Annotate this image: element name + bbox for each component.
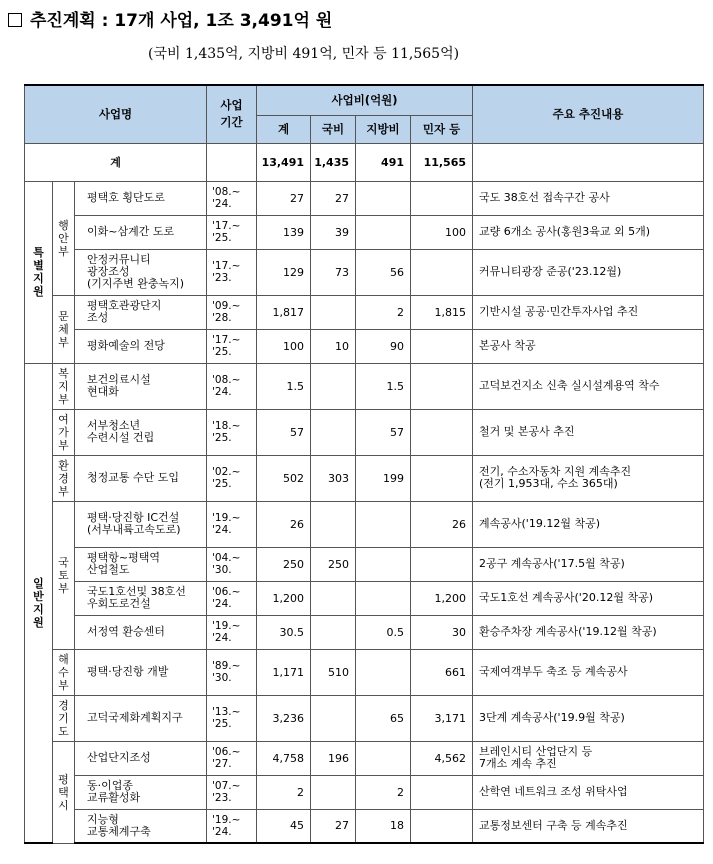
- cost-local-cell: 56: [356, 249, 411, 295]
- ministry-label: 여 가 부: [53, 409, 75, 455]
- cost-local-cell: [356, 649, 411, 695]
- period-cell: '17.~ '25.: [207, 329, 257, 363]
- content-cell: 기반시설 공공·민간투자사업 추진: [473, 295, 704, 329]
- total-local: 491: [356, 143, 411, 181]
- project-name-cell: 동·이업종 교류활성화: [75, 775, 207, 809]
- support-group-label: 일 반 지 원: [25, 363, 53, 843]
- ministry-label: 복 지 부: [53, 363, 75, 409]
- cost-private-cell: [411, 455, 473, 501]
- cost-national-cell: 10: [311, 329, 356, 363]
- project-name-cell: 평택·당진항 개발: [75, 649, 207, 695]
- project-table: [24, 84, 704, 844]
- project-name-cell: 평택항~평택역 산업철도: [75, 547, 207, 581]
- period-cell: '02.~ '25.: [207, 455, 257, 501]
- period-cell: '17.~ '23.: [207, 249, 257, 295]
- period-cell: '19.~ '24.: [207, 809, 257, 843]
- cost-private-cell: 100: [411, 215, 473, 249]
- cost-total-cell: 27: [257, 181, 311, 215]
- total-sum: 13,491: [257, 143, 311, 181]
- ministry-label: 환 경 부: [53, 455, 75, 501]
- table-row: [25, 501, 704, 547]
- cost-private-cell: [411, 809, 473, 843]
- table-body: [25, 143, 704, 843]
- checkbox-icon: [8, 13, 22, 27]
- project-name-cell: 이화~삼계간 도로: [75, 215, 207, 249]
- ministry-label: 해 수 부: [53, 649, 75, 695]
- cost-national-cell: 73: [311, 249, 356, 295]
- cost-private-cell: [411, 409, 473, 455]
- cost-national-cell: [311, 615, 356, 649]
- table-row: [25, 695, 704, 741]
- table-row: [25, 181, 704, 215]
- period-cell: '06.~ '27.: [207, 741, 257, 775]
- cost-national-cell: [311, 409, 356, 455]
- cost-local-cell: 57: [356, 409, 411, 455]
- total-period: [207, 143, 257, 181]
- period-cell: '19.~ '24.: [207, 501, 257, 547]
- cost-private-cell: [411, 329, 473, 363]
- header-project: 사업명: [25, 85, 207, 143]
- cost-total-cell: 45: [257, 809, 311, 843]
- cost-local-cell: 65: [356, 695, 411, 741]
- total-label: 계: [25, 143, 207, 181]
- total-row: [25, 143, 704, 181]
- cost-private-cell: 30: [411, 615, 473, 649]
- cost-total-cell: 250: [257, 547, 311, 581]
- content-cell: 2공구 계속공사('17.5월 착공): [473, 547, 704, 581]
- project-name-cell: 지능형 교통체계구축: [75, 809, 207, 843]
- project-name-cell: 보건의료시설 현대화: [75, 363, 207, 409]
- period-cell: '04.~ '30.: [207, 547, 257, 581]
- content-cell: 교량 6개소 공사(홍원3육교 외 5개): [473, 215, 704, 249]
- header-local: 지방비: [356, 115, 411, 143]
- project-name-cell: 산업단지조성: [75, 741, 207, 775]
- content-cell: 브레인시티 산업단지 등 7개소 계속 추진: [473, 741, 704, 775]
- cost-total-cell: 139: [257, 215, 311, 249]
- cost-local-cell: [356, 581, 411, 615]
- cost-local-cell: [356, 547, 411, 581]
- project-name-cell: 평화예술의 전당: [75, 329, 207, 363]
- cost-local-cell: [356, 501, 411, 547]
- cost-private-cell: [411, 775, 473, 809]
- cost-national-cell: 27: [311, 809, 356, 843]
- table-row: [25, 249, 704, 295]
- table-row: [25, 455, 704, 501]
- cost-total-cell: 4,758: [257, 741, 311, 775]
- cost-national-cell: 303: [311, 455, 356, 501]
- project-name-cell: 평택호 횡단도로: [75, 181, 207, 215]
- cost-local-cell: 2: [356, 775, 411, 809]
- cost-total-cell: 26: [257, 501, 311, 547]
- cost-local-cell: 0.5: [356, 615, 411, 649]
- header-cost-group: 사업비(억원): [257, 85, 473, 115]
- period-cell: '06.~ '24.: [207, 581, 257, 615]
- cost-local-cell: 90: [356, 329, 411, 363]
- cost-private-cell: 661: [411, 649, 473, 695]
- project-name-cell: 국도1호선및 38호선 우회도로건설: [75, 581, 207, 615]
- content-cell: 철거 및 본공사 추진: [473, 409, 704, 455]
- period-cell: '08.~ '24.: [207, 363, 257, 409]
- period-cell: '17.~ '25.: [207, 215, 257, 249]
- cost-private-cell: [411, 547, 473, 581]
- content-cell: 국도1호선 계속공사('20.12월 착공): [473, 581, 704, 615]
- period-cell: '19.~ '24.: [207, 615, 257, 649]
- cost-local-cell: [356, 215, 411, 249]
- cost-local-cell: 199: [356, 455, 411, 501]
- cost-total-cell: 1,200: [257, 581, 311, 615]
- cost-local-cell: [356, 181, 411, 215]
- ministry-label: 행 안 부: [53, 181, 75, 295]
- cost-national-cell: [311, 501, 356, 547]
- period-cell: '13.~ '25.: [207, 695, 257, 741]
- table-row: [25, 409, 704, 455]
- period-cell: '08.~ '24.: [207, 181, 257, 215]
- ministry-label: 국 토 부: [53, 501, 75, 649]
- cost-private-cell: 4,562: [411, 741, 473, 775]
- cost-private-cell: 26: [411, 501, 473, 547]
- project-name-cell: 고덕국제화계획지구: [75, 695, 207, 741]
- table-row: [25, 775, 704, 809]
- header-national: 국비: [311, 115, 356, 143]
- header-private: 민자 등: [411, 115, 473, 143]
- period-cell: '89.~ '30.: [207, 649, 257, 695]
- table-row: [25, 329, 704, 363]
- content-cell: 커뮤니티광장 준공('23.12월): [473, 249, 704, 295]
- ministry-label: 문 체 부: [53, 295, 75, 363]
- project-name-cell: 평택호관광단지 조성: [75, 295, 207, 329]
- cost-private-cell: [411, 249, 473, 295]
- cost-total-cell: 2: [257, 775, 311, 809]
- period-cell: '18.~ '25.: [207, 409, 257, 455]
- cost-total-cell: 502: [257, 455, 311, 501]
- cost-total-cell: 30.5: [257, 615, 311, 649]
- content-cell: 산학연 네트워크 조성 위탁사업: [473, 775, 704, 809]
- table-row: [25, 809, 704, 843]
- project-name-cell: 서부청소년 수련시설 건립: [75, 409, 207, 455]
- table-row: [25, 215, 704, 249]
- cost-national-cell: [311, 695, 356, 741]
- project-name-cell: 서정역 환승센터: [75, 615, 207, 649]
- content-cell: 국도 38호선 접속구간 공사: [473, 181, 704, 215]
- header-content: 주요 추진내용: [473, 85, 704, 143]
- cost-national-cell: [311, 775, 356, 809]
- cost-local-cell: 2: [356, 295, 411, 329]
- project-name-cell: 안정커뮤니티 광장조성 (기지주변 완충녹지): [75, 249, 207, 295]
- content-cell: 교통정보센터 구축 등 계속추진: [473, 809, 704, 843]
- content-cell: 전기, 수소자동차 지원 계속추진 (전기 1,953대, 수소 365대): [473, 455, 704, 501]
- ministry-label: 평 택 시: [53, 741, 75, 843]
- table-row: [25, 615, 704, 649]
- cost-national-cell: [311, 363, 356, 409]
- table-row: [25, 649, 704, 695]
- cost-total-cell: 129: [257, 249, 311, 295]
- content-cell: 계속공사('19.12월 착공): [473, 501, 704, 547]
- plan-subtitle: (국비 1,435억, 지방비 491억, 민자 등 11,565억): [148, 46, 460, 62]
- content-cell: 국제여객부두 축조 등 계속공사: [473, 649, 704, 695]
- cost-private-cell: [411, 363, 473, 409]
- project-name-cell: 평택·당진항 IC건설 (서부내륙고속도로): [75, 501, 207, 547]
- cost-private-cell: 1,815: [411, 295, 473, 329]
- total-content: [473, 143, 704, 181]
- cost-private-cell: [411, 181, 473, 215]
- cost-local-cell: 1.5: [356, 363, 411, 409]
- content-cell: 고덕보건지소 신축 실시설계용역 착수: [473, 363, 704, 409]
- cost-local-cell: [356, 741, 411, 775]
- cost-private-cell: 3,171: [411, 695, 473, 741]
- ministry-label: 경 기 도: [53, 695, 75, 741]
- cost-total-cell: 100: [257, 329, 311, 363]
- cost-total-cell: 57: [257, 409, 311, 455]
- content-cell: 본공사 착공: [473, 329, 704, 363]
- cost-national-cell: 27: [311, 181, 356, 215]
- table-row: [25, 741, 704, 775]
- period-cell: '09.~ '28.: [207, 295, 257, 329]
- cost-total-cell: 3,236: [257, 695, 311, 741]
- total-private: 11,565: [411, 143, 473, 181]
- table-row: [25, 363, 704, 409]
- total-national: 1,435: [311, 143, 356, 181]
- cost-national-cell: [311, 295, 356, 329]
- header-period: 사업 기간: [207, 85, 257, 143]
- support-group-label: 특 별 지 원: [25, 181, 53, 363]
- cost-private-cell: 1,200: [411, 581, 473, 615]
- cost-total-cell: 1,171: [257, 649, 311, 695]
- table-row: [25, 581, 704, 615]
- plan-title: [8, 6, 332, 31]
- content-cell: 3단계 계속공사('19.9월 착공): [473, 695, 704, 741]
- cost-local-cell: 18: [356, 809, 411, 843]
- table-row: [25, 295, 704, 329]
- cost-total-cell: 1.5: [257, 363, 311, 409]
- project-name-cell: 청정교통 수단 도입: [75, 455, 207, 501]
- content-cell: 환승주차장 계속공사('19.12월 착공): [473, 615, 704, 649]
- cost-national-cell: 196: [311, 741, 356, 775]
- header-total: 계: [257, 115, 311, 143]
- cost-national-cell: 510: [311, 649, 356, 695]
- cost-national-cell: [311, 581, 356, 615]
- plan-title-text: 추진계획 : 17개 사업, 1조 3,491억 원: [30, 11, 333, 31]
- cost-national-cell: 39: [311, 215, 356, 249]
- cost-national-cell: 250: [311, 547, 356, 581]
- cost-total-cell: 1,817: [257, 295, 311, 329]
- table-row: [25, 547, 704, 581]
- period-cell: '07.~ '23.: [207, 775, 257, 809]
